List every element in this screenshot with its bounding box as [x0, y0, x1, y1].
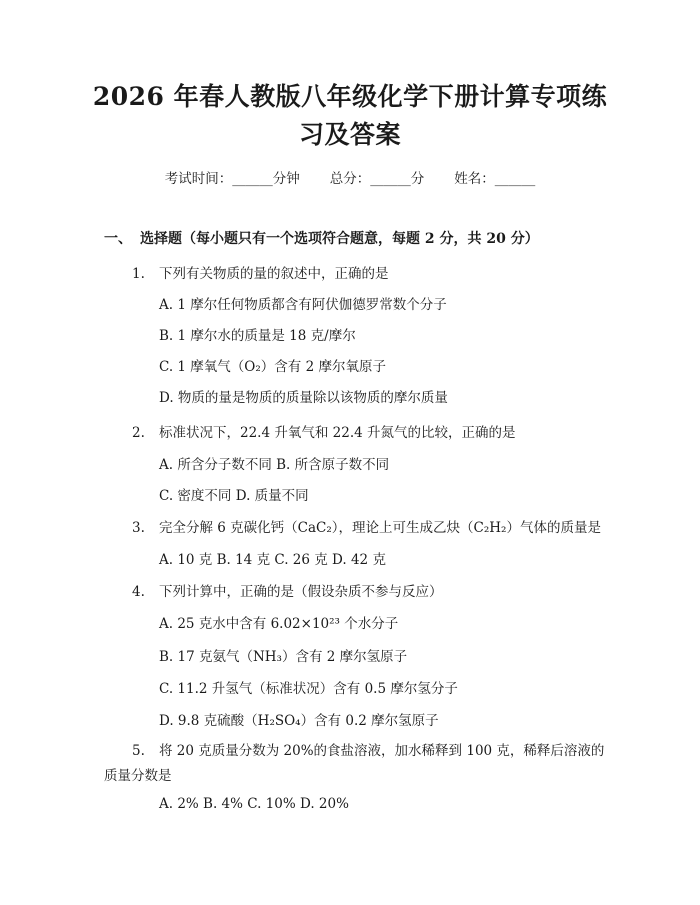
total-score-field: 总分：______分 — [329, 171, 425, 187]
student-name-field: 姓名：______ — [454, 171, 536, 187]
question-4-option-a: A. 25 克水中含有 6.02×10²³ 个水分子 — [159, 616, 399, 632]
question-3-options: A. 10 克 B. 14 克 C. 26 克 D. 42 克 — [159, 552, 386, 568]
question-number: 1. — [132, 266, 145, 282]
question-1 — [132, 262, 389, 282]
question-4-option-c: C. 11.2 升氢气（标准状况）含有 0.5 摩尔氢分子 — [159, 681, 458, 697]
question-5-options: A. 2% B. 4% C. 10% D. 20% — [159, 796, 349, 812]
question-4 — [132, 580, 443, 600]
question-3 — [132, 516, 601, 536]
section-title: 选择题（每小题只有一个选项符合题意，每题 2 分，共 20 分） — [140, 231, 539, 247]
question-number: 4. — [132, 584, 145, 600]
page-title-line1: 2026 年春人教版八年级化学下册计算专项练 — [92, 82, 608, 111]
question-number: 5. — [132, 743, 145, 759]
section-heading — [104, 228, 539, 248]
exam-time-field: 考试时间：______分钟 — [164, 171, 300, 187]
question-2 — [132, 421, 516, 441]
question-text: 下列计算中，正确的是（假设杂质不参与反应） — [159, 584, 443, 600]
question-2-options-cd: C. 密度不同 D. 质量不同 — [159, 488, 309, 504]
question-text: 下列有关物质的量的叙述中，正确的是 — [159, 266, 389, 282]
exam-meta — [0, 167, 700, 187]
question-1-option-c: C. 1 摩氧气（O₂）含有 2 摩尔氧原子 — [159, 359, 386, 375]
question-number: 3. — [132, 520, 145, 536]
question-number: 2. — [132, 425, 145, 441]
question-5 — [132, 739, 604, 759]
question-text: 标准状况下，22.4 升氧气和 22.4 升氮气的比较，正确的是 — [159, 425, 516, 441]
question-5-text-line2: 质量分数是 — [104, 768, 172, 784]
question-2-options-ab: A. 所含分子数不同 B. 所含原子数不同 — [159, 457, 390, 473]
section-number: 一、 — [104, 231, 132, 247]
question-text-line1: 将 20 克质量分数为 20%的食盐溶液，加水稀释到 100 克，稀释后溶液的 — [159, 743, 605, 759]
question-1-option-d: D. 物质的量是物质的质量除以该物质的摩尔质量 — [159, 390, 448, 406]
question-text: 完全分解 6 克碳化钙（CaC₂），理论上可生成乙炔（C₂H₂）气体的质量是 — [159, 520, 601, 536]
question-4-option-d: D. 9.8 克硫酸（H₂SO₄）含有 0.2 摩尔氢原子 — [159, 713, 439, 729]
question-1-option-a: A. 1 摩尔任何物质都含有阿伏伽德罗常数个分子 — [159, 297, 447, 313]
question-1-option-b: B. 1 摩尔水的质量是 18 克/摩尔 — [159, 328, 356, 344]
question-4-option-b: B. 17 克氨气（NH₃）含有 2 摩尔氢原子 — [159, 649, 408, 665]
page-title-line2: 习及答案 — [298, 120, 401, 149]
